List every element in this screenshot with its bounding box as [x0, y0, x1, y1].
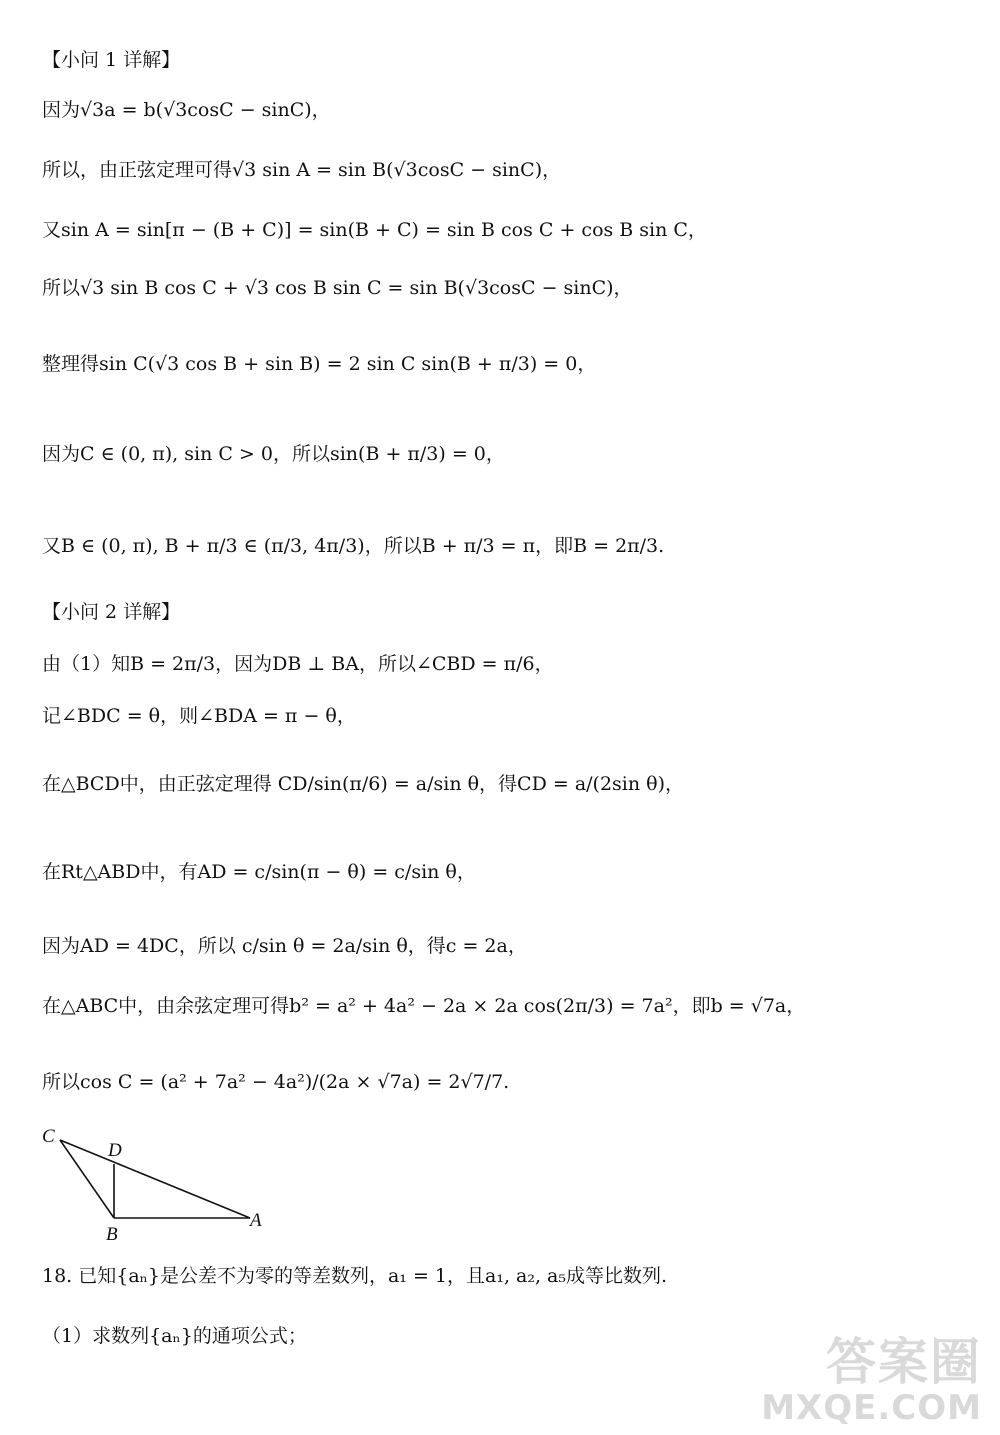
part2-line-5: 因为AD = 4DC，所以 c/sin θ = 2a/sin θ，得c = 2a， — [42, 935, 527, 957]
watermark-text-2: MXQE.COM — [761, 1388, 982, 1428]
part1-line-2: 所以，由正弦定理可得√3 sin A = sin B(√3cosC − sinC)， — [42, 159, 562, 181]
watermark-logo — [761, 1333, 982, 1428]
watermark-text-1: 答案圈 — [826, 1333, 982, 1391]
label-b: B — [106, 1224, 118, 1245]
part2-line-1: 由（1）知B = 2π/3，因为DB ⊥ BA，所以∠CBD = π/6， — [42, 653, 554, 675]
label-a: A — [250, 1210, 262, 1231]
part2-line-3: 在△BCD中，由正弦定理得 CD/sin(π/6) = a/sin θ，得CD = a/(2sin θ)， — [42, 773, 685, 795]
part1-line-4: 所以√3 sin B cos C + √3 cos B sin C = sin B(√3cosC − sinC)， — [42, 277, 633, 299]
part1-heading: 【小问 1 详解】 — [42, 49, 181, 71]
part2-line-2: 记∠BDC = θ，则∠BDA = π − θ， — [42, 705, 356, 727]
part2-line-7: 所以cos C = (a² + 7a² − 4a²)/(2a × √7a) = 2√7/7. — [42, 1071, 510, 1093]
label-c: C — [42, 1126, 55, 1147]
part1-line-7: 又B ∈ (0, π), B + π/3 ∈ (π/3, 4π/3)，所以B + π/3 = π，即B = 2π/3. — [42, 535, 665, 557]
part2-heading: 【小问 2 详解】 — [42, 601, 181, 623]
part2-line-4: 在Rt△ABD中，有AD = c/sin(π − θ) = c/sin θ， — [42, 861, 476, 883]
part2-line-6: 在△ABC中，由余弦定理可得b² = a² + 4a² − 2a × 2a cos(2π/3) = 7a²，即b = √7a， — [42, 995, 806, 1017]
label-d: D — [108, 1140, 122, 1161]
part1-line-1: 因为√3a = b(√3cosC − sinC)， — [42, 99, 331, 121]
part1-line-3: 又sin A = sin[π − (B + C)] = sin(B + C) = sin B cos C + cos B sin C， — [42, 219, 707, 241]
problem18-sub1: （1）求数列{aₙ}的通项公式； — [42, 1325, 307, 1347]
problem18-statement: 18. 已知{aₙ}是公差不为零的等差数列，a₁ = 1，且a₁, a₂, a₅成等比数列. — [42, 1265, 668, 1287]
segment-ca — [60, 1140, 250, 1218]
part1-line-6: 因为C ∈ (0, π), sin C > 0，所以sin(B + π/3) = 0， — [42, 443, 505, 465]
part1-line-5: 整理得sin C(√3 cos B + sin B) = 2 sin C sin(B + π/3) = 0， — [42, 353, 597, 375]
triangle-diagram — [38, 1120, 278, 1245]
